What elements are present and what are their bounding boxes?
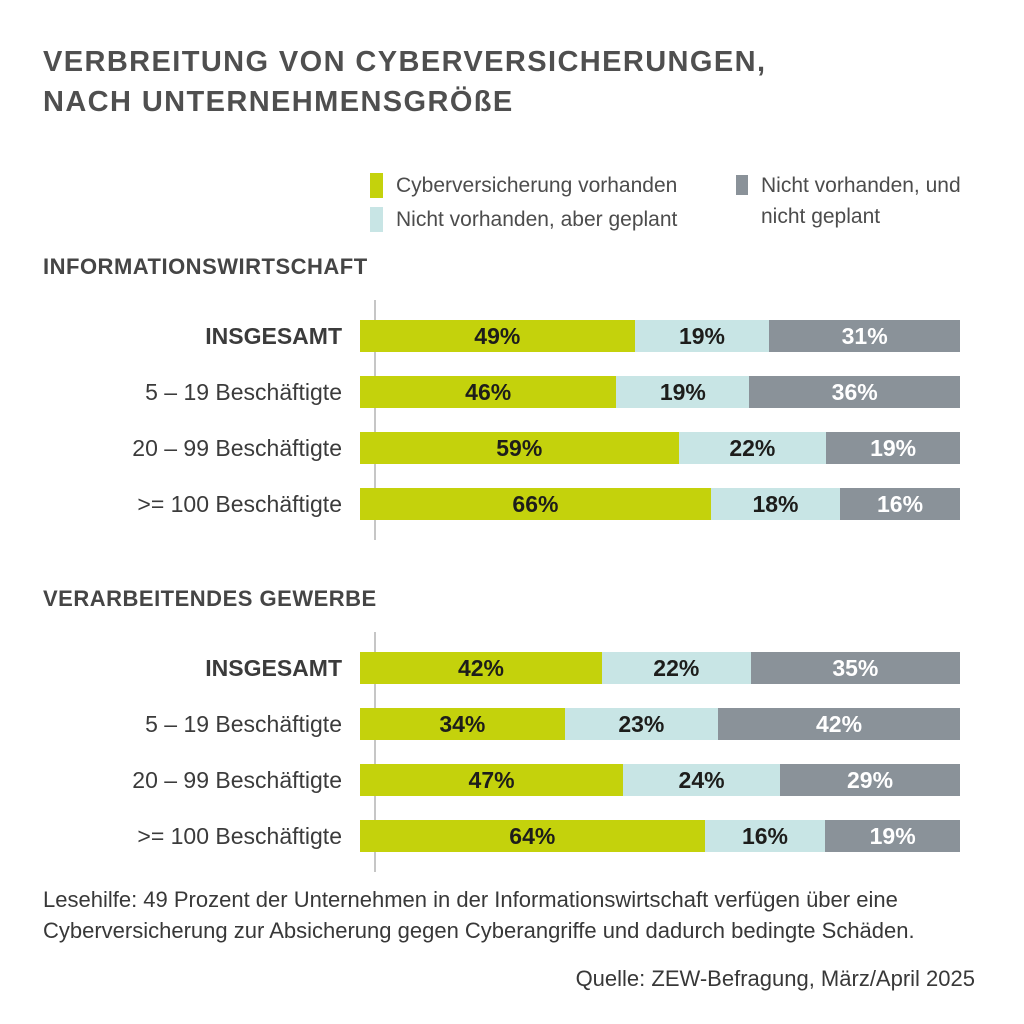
bar-value-label: 22% bbox=[729, 434, 776, 461]
bar-value-label: 42% bbox=[457, 654, 505, 681]
source-note: Quelle: ZEW-Befragung, März/April 2025 bbox=[575, 966, 975, 991]
legend-item-nicht-geplant bbox=[736, 170, 976, 232]
bar-segment-1 bbox=[360, 820, 705, 852]
bar-value-label: 31% bbox=[841, 322, 888, 349]
stacked-bar bbox=[360, 652, 960, 684]
chart-row bbox=[43, 708, 960, 740]
row-label: 20 – 99 Beschäftigte bbox=[132, 434, 342, 461]
row-label: 5 – 19 Beschäftigte bbox=[145, 378, 342, 405]
bar-segment-2 bbox=[635, 320, 770, 352]
row-label: 20 – 99 Beschäftigte bbox=[132, 766, 342, 793]
chart-rows-informationswirtschaft bbox=[43, 320, 960, 544]
bar-value-label: 16% bbox=[741, 822, 788, 849]
legend-item-vorhanden bbox=[370, 170, 677, 201]
legend-swatch-green-icon bbox=[370, 173, 383, 198]
bar-segment-1 bbox=[360, 764, 623, 796]
legend-label: Cyberversicherung vorhanden bbox=[396, 174, 678, 197]
bar-segment-3 bbox=[840, 488, 960, 520]
row-label: >= 100 Beschäftigte bbox=[137, 490, 342, 517]
bar-value-label: 18% bbox=[752, 490, 799, 517]
bar-value-label: 22% bbox=[653, 654, 700, 681]
bar-value-label: 19% bbox=[659, 378, 706, 405]
row-label: INSGESAMT bbox=[205, 654, 342, 681]
bar-segment-1 bbox=[360, 488, 711, 520]
row-label: >= 100 Beschäftigte bbox=[137, 822, 342, 849]
bar-value-label: 34% bbox=[439, 710, 486, 737]
row-label: INSGESAMT bbox=[205, 322, 342, 349]
bar-segment-1 bbox=[360, 652, 602, 684]
bar-segment-1 bbox=[360, 376, 616, 408]
bar-value-label: 49% bbox=[474, 322, 521, 349]
chart-legend bbox=[370, 170, 980, 240]
chart-row bbox=[43, 320, 960, 352]
chart-rows-verarbeitendes-gewerbe bbox=[43, 652, 960, 876]
section-title-verarbeitendes-gewerbe: VERARBEITENDES GEWERBE bbox=[43, 586, 377, 611]
bar-segment-3 bbox=[780, 764, 960, 796]
bar-segment-3 bbox=[825, 820, 960, 852]
bar-segment-1 bbox=[360, 708, 565, 740]
bar-value-label: 66% bbox=[512, 490, 559, 517]
bar-segment-3 bbox=[769, 320, 960, 352]
bar-segment-2 bbox=[705, 820, 826, 852]
bar-segment-3 bbox=[751, 652, 960, 684]
chart-row bbox=[43, 820, 960, 852]
bar-value-label: 19% bbox=[678, 322, 725, 349]
bar-segment-1 bbox=[360, 320, 635, 352]
stacked-bar bbox=[360, 320, 960, 352]
bar-value-label: 36% bbox=[831, 378, 878, 405]
row-label: 5 – 19 Beschäftigte bbox=[145, 710, 342, 737]
bar-value-label: 64% bbox=[509, 822, 556, 849]
bar-segment-2 bbox=[679, 432, 827, 464]
chart-row bbox=[43, 432, 960, 464]
chart-row bbox=[43, 652, 960, 684]
bar-value-label: 35% bbox=[832, 654, 879, 681]
bar-value-label: 59% bbox=[496, 434, 543, 461]
bar-value-label: 47% bbox=[468, 766, 515, 793]
bar-segment-2 bbox=[623, 764, 780, 796]
bar-value-label: 42% bbox=[815, 710, 863, 737]
bar-value-label: 19% bbox=[869, 822, 916, 849]
lesehilfe-note: Lesehilfe: 49 Prozent der Unternehmen in der Informationswirtschaft verfügen über eine Cyberversicherung zur Absicherung gegen Cyberangriffe und dadurch bedingte Schäden. bbox=[43, 887, 915, 943]
page-title-line-2: NACH UNTERNEHMENSGRÖßE bbox=[43, 86, 514, 118]
section-title-informationswirtschaft: INFORMATIONSWIRTSCHAFT bbox=[43, 254, 368, 279]
bar-segment-2 bbox=[616, 376, 749, 408]
stacked-bar bbox=[360, 708, 960, 740]
chart-row bbox=[43, 488, 960, 520]
legend-swatch-lightblue-icon bbox=[370, 207, 383, 232]
bar-value-label: 19% bbox=[870, 434, 917, 461]
bar-segment-3 bbox=[749, 376, 960, 408]
page-title bbox=[43, 42, 766, 122]
bar-segment-2 bbox=[711, 488, 840, 520]
chart-row bbox=[43, 764, 960, 796]
bar-segment-1 bbox=[360, 432, 679, 464]
stacked-bar bbox=[360, 376, 960, 408]
chart-row bbox=[43, 376, 960, 408]
bar-value-label: 24% bbox=[678, 766, 725, 793]
legend-label: Nicht vorhanden, und nicht geplant bbox=[761, 174, 961, 228]
bar-segment-2 bbox=[602, 652, 751, 684]
stacked-bar bbox=[360, 488, 960, 520]
stacked-bar bbox=[360, 764, 960, 796]
page-title-line-1: VERBREITUNG VON CYBERVERSICHERUNGEN, bbox=[43, 46, 767, 78]
legend-swatch-gray-icon bbox=[736, 175, 748, 195]
bar-value-label: 16% bbox=[877, 490, 924, 517]
legend-label: Nicht vorhanden, aber geplant bbox=[396, 208, 678, 231]
bar-segment-2 bbox=[565, 708, 718, 740]
bar-value-label: 29% bbox=[846, 766, 894, 793]
stacked-bar bbox=[360, 432, 960, 464]
stacked-bar bbox=[360, 820, 960, 852]
bar-value-label: 46% bbox=[465, 378, 512, 405]
legend-item-geplant bbox=[370, 204, 677, 235]
bar-value-label: 23% bbox=[618, 710, 665, 737]
bar-segment-3 bbox=[718, 708, 960, 740]
bar-segment-3 bbox=[826, 432, 960, 464]
